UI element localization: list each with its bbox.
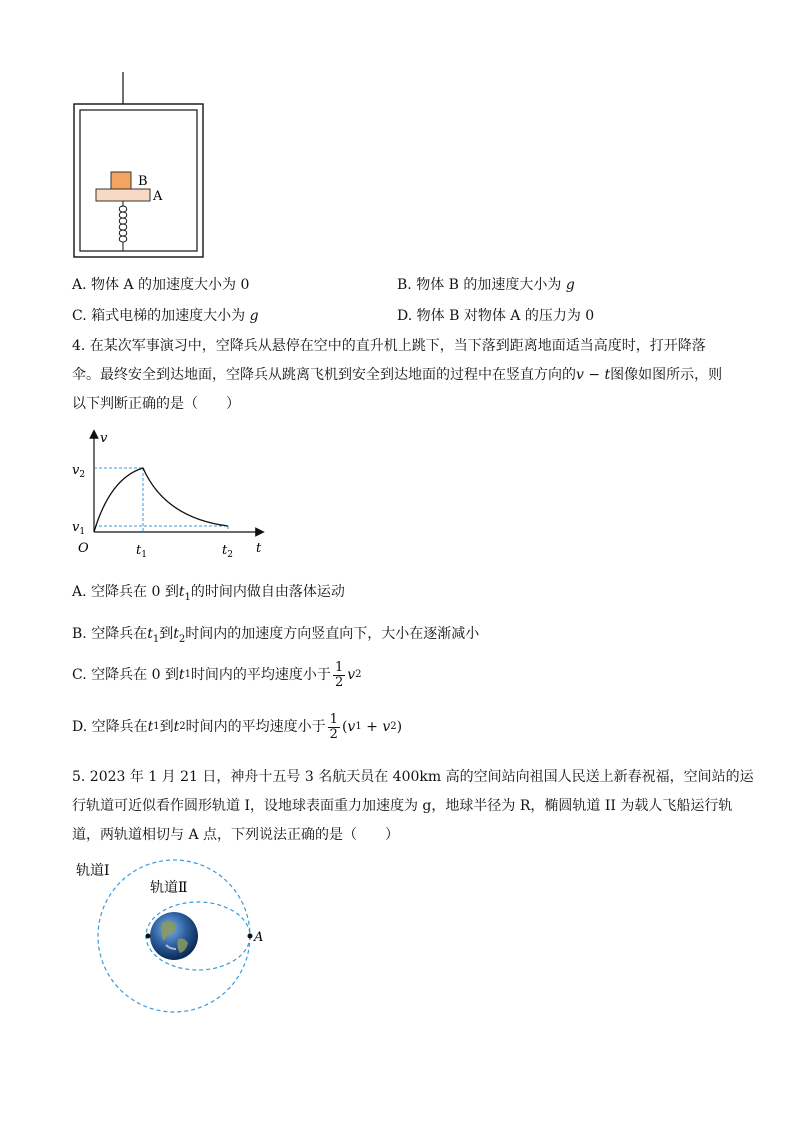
q4-option-d-den: 2 [329, 726, 338, 742]
left-point [146, 934, 151, 939]
spring [119, 201, 127, 251]
q4-stem-line1: 4. 在某次军事演习中，空降兵从悬停在空中的直升机上跳下，当下落到距离地面适当高度时，打开降落 [72, 338, 706, 354]
q4-option-d-sym1: t [147, 719, 154, 735]
q4-option-b-sym2: t [173, 626, 179, 642]
q3-option-b-text: B. 物体 B 的加速度大小为 [397, 277, 566, 293]
elevator-figure [60, 68, 220, 263]
q4-option-b-pre: B. 空降兵在 [72, 626, 148, 642]
q4-stem-vt: v − t [576, 367, 611, 383]
q4-option-b-sub2: 2 [178, 633, 186, 645]
q4-option-d-v1: v [347, 719, 356, 735]
q4-option-d-fraction [328, 713, 340, 742]
q4-option-c-fraction [333, 661, 345, 690]
q4-stem-line2-a: 伞。最终安全到达地面，空降兵从跳离飞机到安全到达地面的过程中在竖直方向的 [72, 367, 576, 383]
q4-option-d-sub2: 2 [179, 721, 186, 732]
q4-option-b [72, 624, 479, 650]
q4-option-c-num: 1 [334, 659, 344, 675]
earth-icon [150, 912, 198, 960]
q4-option-c-pre: C. 空降兵在 0 到 [72, 667, 179, 683]
q4-option-a [72, 582, 345, 608]
orbit2-label: 轨道Ⅱ [150, 880, 188, 896]
q4-option-d-pre: D. 空降兵在 [72, 719, 148, 735]
q3-option-b [397, 275, 575, 295]
q4-stem-line2-b: 图像如图所示，则 [610, 367, 723, 383]
q4-option-d-mid: 到 [159, 719, 174, 735]
q4-option-c-vsub: 2 [355, 669, 362, 680]
q4-option-d-num: 1 [329, 711, 338, 727]
q4-option-c-v: v [347, 667, 356, 683]
q4-option-c-post: 时间内的平均速度小于 [190, 667, 331, 683]
q4-option-d-open: ( [341, 719, 348, 735]
q4-option-d-v1sub: 1 [355, 721, 362, 732]
label-a: A [153, 189, 163, 204]
origin-label: O [78, 541, 89, 556]
q4-option-d-sym2: t [173, 719, 180, 735]
v2-label: $v_2$ [72, 463, 86, 480]
q4-option-d-post: 时间内的平均速度小于 [185, 719, 326, 735]
q5-stem-line3: 道，两轨道相切与 A 点，下列说法正确的是（ ） [72, 827, 400, 843]
q4-option-b-post: 时间内的加速度方向竖直向下，大小在逐渐减小 [185, 626, 480, 642]
q4-option-a-post: 的时间内做自由落体运动 [190, 584, 345, 600]
q3-option-c-text: C. 箱式电梯的加速度大小为 [72, 308, 250, 324]
point-a [248, 934, 253, 939]
q4-option-c [72, 658, 362, 692]
q5-stem-line2: 行轨道可近似看作圆形轨道 I，设地球表面重力加速度为 g，地球半径为 R，椭圆轨道 II 为载人飞船运行轨 [72, 798, 733, 814]
t1-label: $t_1$ [136, 543, 147, 560]
q4-option-d-v2: v [382, 719, 391, 735]
q4-option-d-v2sub: 2 [390, 721, 397, 732]
q4-option-d-sub1: 1 [153, 721, 160, 732]
t2-label: $t_2$ [222, 543, 233, 560]
q4-option-d [72, 710, 402, 744]
q4-option-a-sym: t [178, 584, 185, 600]
q4-option-d-plus: + [361, 719, 383, 735]
q4-option-a-pre: A. 空降兵在 0 到 [72, 584, 179, 600]
block-b [111, 172, 131, 189]
plate-a [96, 189, 150, 201]
velocity-curve [94, 468, 228, 532]
q3-option-d: D. 物体 B 对物体 A 的压力为 0 [397, 308, 595, 324]
label-b: B [138, 174, 148, 189]
q4-option-d-close: ) [396, 719, 403, 735]
q4-option-b-sub1: 1 [152, 633, 160, 645]
orbit-figure [68, 855, 278, 1015]
q4-option-b-mid: 到 [159, 626, 174, 642]
q4-option-a-sub: 1 [184, 591, 191, 603]
q5-stem [72, 763, 754, 850]
vt-graph [70, 428, 270, 566]
q3-option-a: A. 物体 A 的加速度大小为 0 [72, 277, 250, 293]
q5-stem-line1: 5. 2023 年 1 月 21 日，神舟十五号 3 名航天员在 400km 高的空间站向祖国人民送上新春祝福，空间站的运 [72, 769, 754, 785]
q3-option-c-symbol: g [249, 308, 259, 324]
q3-option-b-symbol: g [565, 277, 575, 293]
q4-stem-line3: 以下判断正确的是（ ） [72, 396, 240, 412]
q4-option-c-sym: t [178, 667, 185, 683]
q4-stem-line2 [72, 361, 732, 390]
orbit1-label: 轨道Ⅰ [76, 863, 110, 879]
v1-label: $v_1$ [72, 520, 86, 537]
axis-t-label: t [256, 541, 262, 556]
q4-option-b-sym1: t [147, 626, 153, 642]
axis-v-label: v [100, 431, 108, 446]
point-a-label: A [254, 930, 264, 945]
q4-option-c-sub: 1 [184, 669, 191, 680]
q4-option-c-den: 2 [334, 674, 344, 690]
q3-option-c [72, 306, 259, 326]
q4-stem [72, 332, 732, 419]
